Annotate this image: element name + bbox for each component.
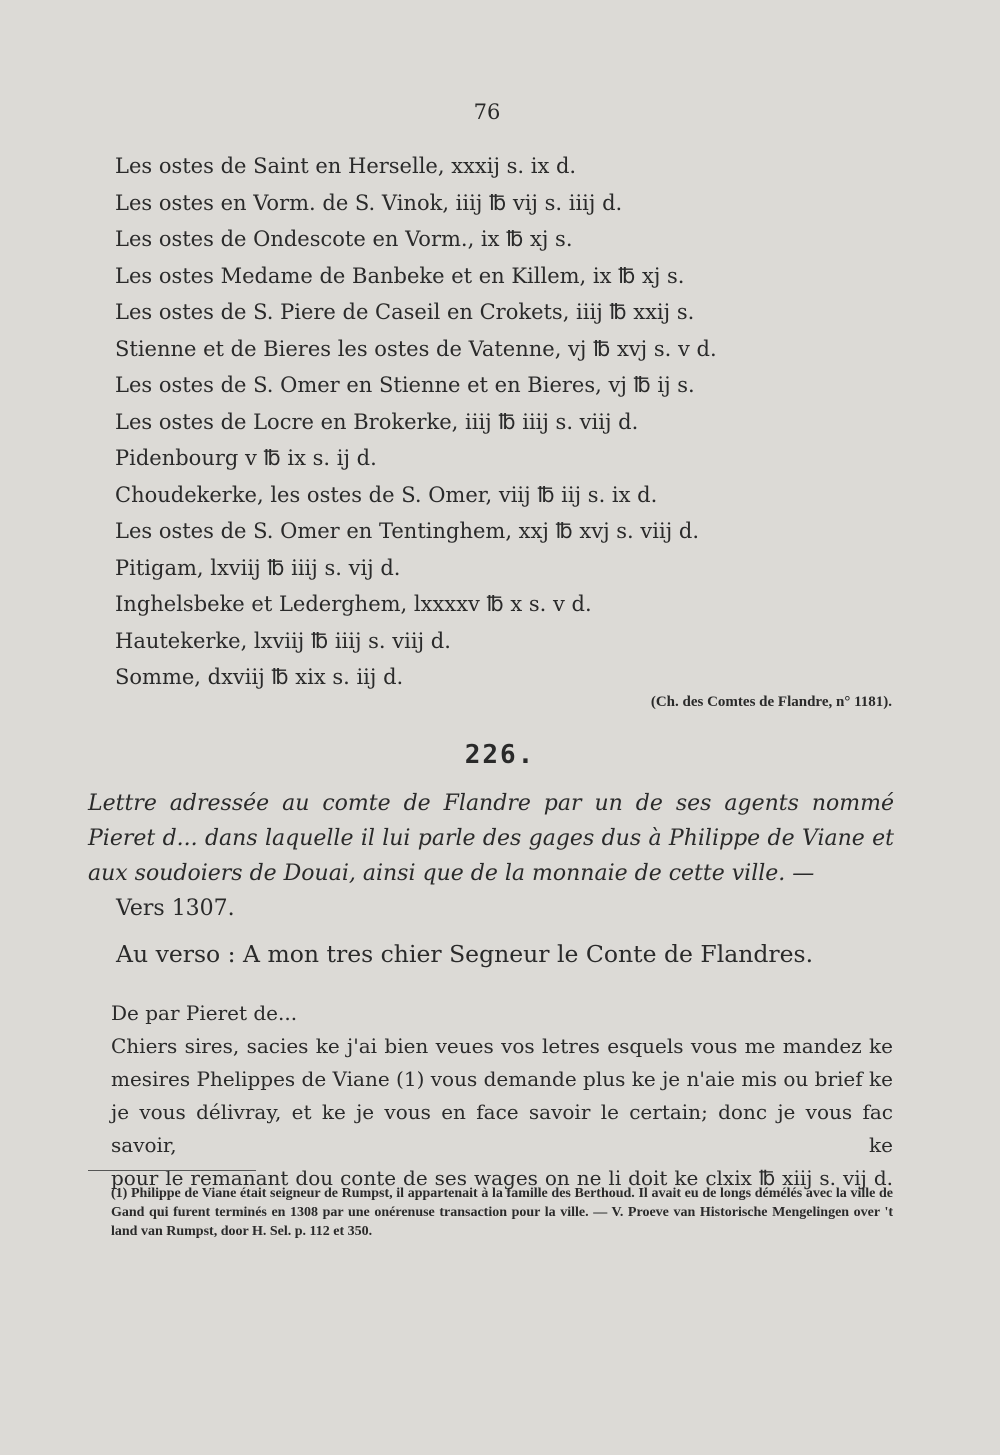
list-item: Les ostes de Locre en Brokerke, iiij ℔ iiij s. viij d.	[115, 409, 639, 434]
list-item: Les ostes en Vorm. de S. Vinok, iiij ℔ vij s. iiij d.	[115, 190, 623, 215]
page-number: 76	[473, 100, 501, 124]
document-heading	[88, 786, 894, 926]
body-line: pour le remanant dou conte de ses wages on ne li doit ke clxix ℔ xiij s. vij d.	[111, 1166, 893, 1190]
list-item: Les ostes de Saint en Herselle, xxxij s. ix d.	[115, 154, 577, 178]
heading-year: Vers 1307.	[116, 896, 235, 921]
list-item: Somme, dxviij ℔ xix s. iij d.	[115, 665, 404, 689]
list-item: Inghelsbeke et Lederghem, lxxxxv ℔ x s. v d.	[115, 592, 592, 616]
footnote-divider	[88, 1170, 256, 1171]
heading-text: Lettre adressée au comte de Flandre par un de ses agents nommé Pieret d... dans laquelle il lui parle des gages dus à Philippe de Viane et aux soudoiers de Douai, ainsi que de la monnaie de cette ville. —	[88, 791, 894, 886]
list-item: Les ostes de S. Omer en Tentinghem, xxj ℔ xvj s. viij d.	[115, 519, 700, 543]
assessment-list	[115, 148, 915, 696]
salutation: De par Pieret de...	[111, 1001, 298, 1025]
body-line: mesires Phelippes de Viane (1) vous demande plus ke je n'aie mis ou brief ke	[111, 1067, 893, 1091]
list-item: Pidenbourg v ℔ ix s. ij d.	[115, 446, 377, 470]
list-item: Pitigam, lxviij ℔ iiij s. vij d.	[115, 555, 401, 580]
body-line: je vous délivray, et ke je vous en face savoir le certain; donc je vous fac savoir, ke	[111, 1100, 893, 1157]
list-item: Les ostes de Ondescote en Vorm., ix ℔ xj s.	[115, 227, 573, 251]
list-item: Hautekerke, lxviij ℔ iiij s. viij d.	[115, 628, 451, 653]
list-item: Les ostes de S. Piere de Caseil en Crokets, iiij ℔ xxij s.	[115, 300, 695, 324]
footnote: (1) Philippe de Viane était seigneur de Rumpst, il appartenait à la famille des Berthoud. Il avait eu de longs démélés avec la ville de Gand qui furent terminés en 1308 par une onérenuse transaction pour la ville. — V. Proeve van Historische Mengelingen over 't land van Rumpst, door H. Sel. p. 112 et 350.	[111, 1186, 893, 1239]
body-line: Chiers sires, sacies ke j'ai bien veues vos letres esquels vous me mandez ke	[111, 1034, 893, 1058]
verso-address: Au verso : A mon tres chier Segneur le Conte de Flandres.	[116, 940, 814, 968]
list-item: Choudekerke, les ostes de S. Omer, viij ℔ iij s. ix d.	[115, 482, 658, 507]
list-item: Les ostes de S. Omer en Stienne et en Bieres, vj ℔ ij s.	[115, 373, 695, 397]
source-citation: (Ch. des Comtes de Flandre, n° 1181).	[650, 694, 892, 710]
letter-body	[111, 997, 893, 1195]
list-item: Stienne et de Bieres les ostes de Vatenne, vj ℔ xvj s. v d.	[115, 336, 717, 361]
list-item: Les ostes Medame de Banbeke et en Killem, ix ℔ xj s.	[115, 263, 685, 288]
document-number: 226.	[464, 740, 536, 770]
